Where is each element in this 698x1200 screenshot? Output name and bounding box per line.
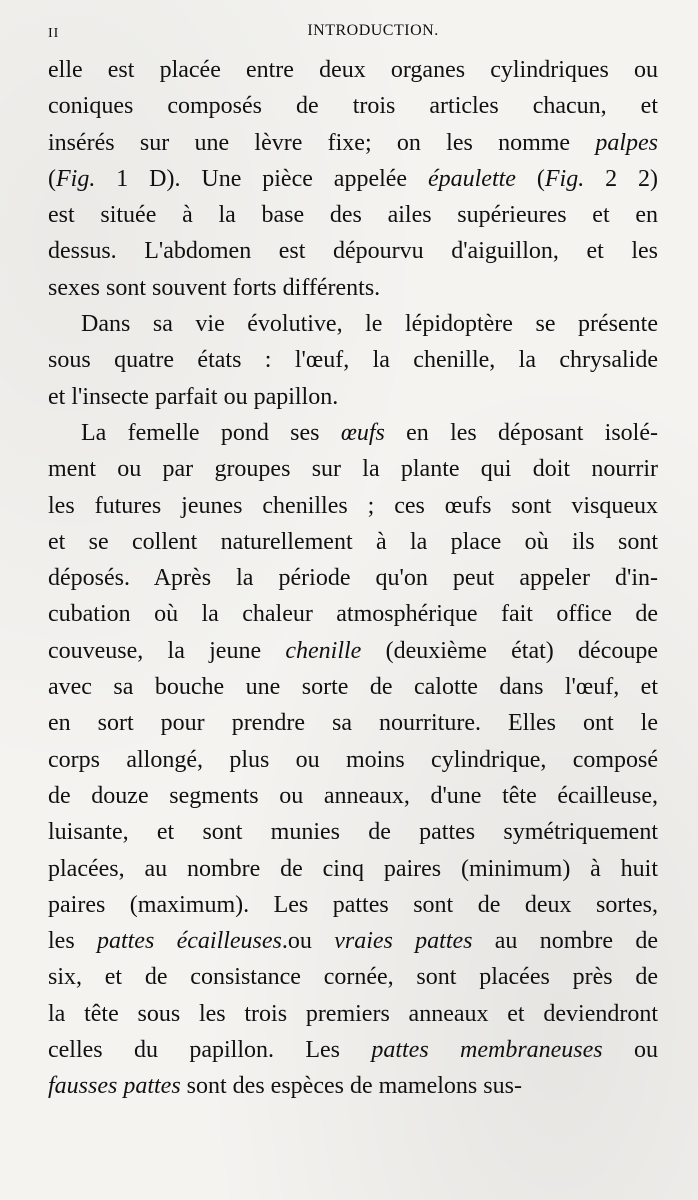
text-line (48, 633, 658, 669)
text-run: La femelle pond ses (81, 419, 341, 446)
text-line (48, 778, 658, 814)
text-run: de douze segments ou anneaux, d'une tête écailleuse, (48, 782, 658, 809)
paragraph (48, 52, 658, 306)
text-run: .ou (281, 928, 335, 955)
italic-run: pattes membraneuses (371, 1037, 603, 1064)
text-run: coniques composés de trois articles chacun, et (48, 93, 658, 120)
text-line (48, 851, 658, 887)
paragraph (48, 415, 658, 1105)
text-run: luisante, et sont munies de pattes symétriquement (48, 819, 658, 846)
text-line (48, 197, 658, 233)
text-run: avec sa bouche une sorte de calotte dans l'œuf, et (48, 674, 658, 701)
text-run: et se collent naturellement à la place où ils sont (48, 528, 658, 555)
text-line (48, 125, 658, 161)
italic-run: épaulette (427, 165, 516, 192)
text-line (48, 923, 658, 959)
text-run: ou (602, 1037, 658, 1064)
text-run: six, et de consistance cornée, sont placées près de (48, 964, 658, 991)
paragraph (48, 306, 658, 415)
text-run: elle est placée entre deux organes cylindriques ou (48, 57, 658, 83)
text-run: 2 2) (584, 165, 658, 192)
text-run: sous quatre états : l'œuf, la chenille, la chrysalide (48, 347, 658, 374)
running-head: INTRODUCTION. (307, 22, 439, 39)
text-run: les futures jeunes chenilles ; ces œufs sont visqueux (48, 492, 658, 519)
text-run: sont des espèces de mamelons sus- (180, 1073, 522, 1100)
text-line (48, 415, 658, 451)
text-line (48, 488, 658, 524)
page-header (48, 20, 658, 44)
text-line (48, 814, 658, 850)
text-line (48, 996, 658, 1032)
italic-run: chenille (285, 637, 362, 664)
body-text (48, 52, 658, 1105)
text-run: corps allongé, plus ou moins cylindrique, composé (48, 746, 658, 773)
text-line (48, 1068, 658, 1104)
text-run: placées, au nombre de cinq paires (minimum) à huit (48, 855, 658, 882)
text-line (48, 306, 658, 342)
italic-run: fausses pattes (48, 1073, 181, 1100)
text-line (48, 342, 658, 378)
text-line (48, 52, 658, 88)
text-run: la tête sous les trois premiers anneaux et deviendront (48, 1000, 658, 1027)
text-line (48, 379, 658, 415)
text-line (48, 451, 658, 487)
text-run: déposés. Après la période qu'on peut appeler d'in- (48, 565, 658, 592)
text-run: et l'insecte parfait ou papillon. (48, 383, 339, 410)
text-line (48, 705, 658, 741)
text-line (48, 887, 658, 923)
text-run: (deuxième état) découpe (361, 637, 658, 664)
text-line (48, 524, 658, 560)
text-run: en sort pour prendre sa nourriture. Elles ont le (48, 710, 658, 737)
text-line (48, 560, 658, 596)
italic-run: palpes (595, 129, 658, 156)
text-line (48, 161, 658, 197)
text-run: cubation où la chaleur atmosphérique fait office de (48, 601, 658, 628)
text-run: insérés sur une lèvre fixe; on les nomme (48, 129, 596, 156)
text-run: ment ou par groupes sur la plante qui doit nourrir (48, 456, 658, 483)
italic-run: œufs (340, 419, 385, 446)
text-run: au nombre de (472, 928, 658, 955)
text-run: dessus. L'abdomen est dépourvu d'aiguillon, et les (48, 238, 658, 265)
text-line (48, 233, 658, 269)
text-line (48, 88, 658, 124)
text-run: paires (maximum). Les pattes sont de deux sortes, (48, 891, 658, 918)
text-line (48, 1032, 658, 1068)
page-number: II (48, 26, 60, 41)
italic-run: vraies pattes (334, 928, 473, 955)
text-run: Dans sa vie évolutive, le lépidoptère se présente (81, 311, 658, 338)
text-line (48, 742, 658, 778)
text-run: couveuse, la jeune (48, 637, 286, 664)
text-run: celles du papillon. Les (48, 1037, 372, 1064)
text-run: 1 D). Une pièce appelée (95, 165, 428, 192)
text-run: sexes sont souvent forts différents. (48, 274, 381, 301)
italic-run: Fig. (544, 165, 585, 192)
text-line (48, 596, 658, 632)
text-run: en les déposant isolé- (384, 419, 658, 446)
italic-run: Fig. (56, 165, 96, 192)
text-line (48, 669, 658, 705)
text-line (48, 959, 658, 995)
text-run: est située à la base des ailes supérieures et en (48, 202, 658, 229)
text-run: ( (515, 165, 545, 192)
text-run: ( (48, 165, 56, 192)
text-run: les (48, 928, 97, 955)
text-line (48, 270, 658, 306)
italic-run: pattes écailleuses (96, 928, 282, 955)
